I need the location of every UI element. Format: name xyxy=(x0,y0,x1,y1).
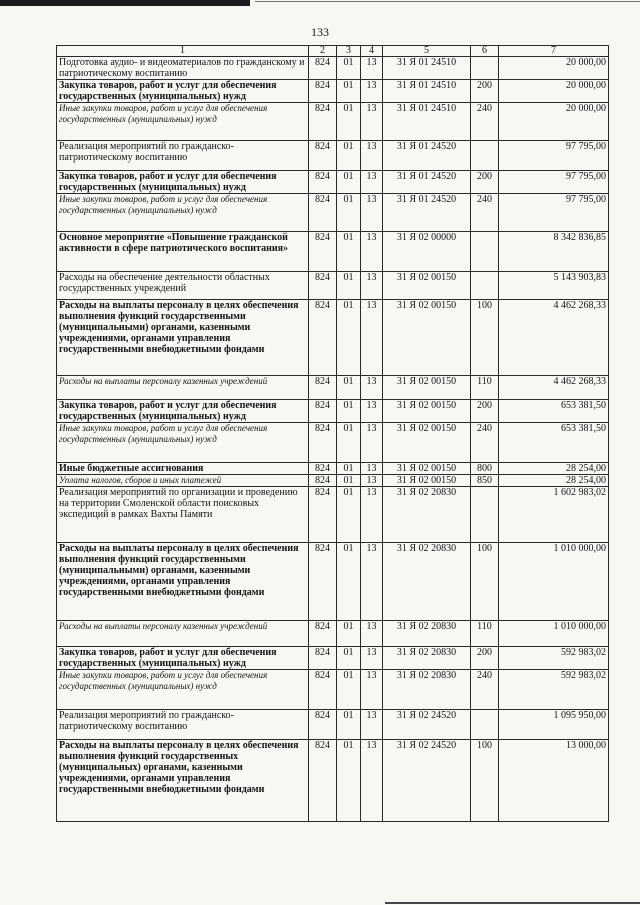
row-expense-type-cell xyxy=(471,141,499,171)
row-target-article-cell: 31 Я 02 24520 xyxy=(383,740,471,822)
row-target-article-cell: 31 Я 01 24510 xyxy=(383,80,471,103)
row-expense-type-cell: 850 xyxy=(471,475,499,487)
table-row xyxy=(57,400,609,423)
row-admin-code-cell: 824 xyxy=(309,670,337,710)
row-amount-cell: 592 983,02 xyxy=(499,647,609,670)
row-target-article-cell: 31 Я 02 00150 xyxy=(383,423,471,463)
row-target-article-cell: 31 Я 01 24520 xyxy=(383,141,471,171)
row-subsection-cell: 13 xyxy=(361,194,383,232)
row-admin-code-cell: 824 xyxy=(309,423,337,463)
row-section-cell: 01 xyxy=(337,740,361,822)
header-col-6: 6 xyxy=(471,46,499,57)
row-target-article-cell: 31 Я 02 24520 xyxy=(383,710,471,740)
row-name-cell: Иные закупки товаров, работ и услуг для обеспечения государственных (муниципальных) нужд xyxy=(57,103,309,141)
row-admin-code-cell: 824 xyxy=(309,740,337,822)
row-target-article-cell: 31 Я 02 00150 xyxy=(383,475,471,487)
table-row xyxy=(57,80,609,103)
row-section-cell: 01 xyxy=(337,272,361,300)
row-target-article-cell: 31 Я 02 20830 xyxy=(383,670,471,710)
row-amount-cell: 28 254,00 xyxy=(499,463,609,475)
row-target-article-cell: 31 Я 02 00150 xyxy=(383,300,471,376)
header-col-1: 1 xyxy=(57,46,309,57)
header-col-7: 7 xyxy=(499,46,609,57)
row-name-cell: Иные закупки товаров, работ и услуг для обеспечения государственных (муниципальных) нужд xyxy=(57,194,309,232)
row-section-cell: 01 xyxy=(337,487,361,543)
row-amount-cell: 1 602 983,02 xyxy=(499,487,609,543)
table-row xyxy=(57,300,609,376)
row-subsection-cell: 13 xyxy=(361,543,383,621)
row-admin-code-cell: 824 xyxy=(309,103,337,141)
row-amount-cell: 13 000,00 xyxy=(499,740,609,822)
row-admin-code-cell: 824 xyxy=(309,543,337,621)
row-admin-code-cell: 824 xyxy=(309,171,337,194)
row-expense-type-cell: 800 xyxy=(471,463,499,475)
row-target-article-cell: 31 Я 01 24520 xyxy=(383,194,471,232)
row-section-cell: 01 xyxy=(337,232,361,272)
row-expense-type-cell: 200 xyxy=(471,400,499,423)
row-amount-cell: 97 795,00 xyxy=(499,194,609,232)
row-expense-type-cell: 110 xyxy=(471,621,499,647)
row-name-cell: Расходы на выплаты персоналу в целях обеспечения выполнения функций государственными (муниципальными) органами, казенными учреждениями, органами управления государственными внебюджетными фондами xyxy=(57,300,309,376)
row-subsection-cell: 13 xyxy=(361,141,383,171)
row-name-cell: Расходы на выплаты персоналу в целях обеспечения выполнения функций государственных (муниципальных) органами, казенными учреждениями, органами управления государственными внебюджетными фондами xyxy=(57,740,309,822)
row-expense-type-cell: 240 xyxy=(471,423,499,463)
row-section-cell: 01 xyxy=(337,710,361,740)
row-target-article-cell: 31 Я 02 00150 xyxy=(383,272,471,300)
row-admin-code-cell: 824 xyxy=(309,194,337,232)
row-amount-cell: 8 342 836,85 xyxy=(499,232,609,272)
table-header-row xyxy=(57,46,609,57)
row-amount-cell: 4 462 268,33 xyxy=(499,376,609,400)
row-admin-code-cell: 824 xyxy=(309,300,337,376)
table-row xyxy=(57,475,609,487)
row-amount-cell: 97 795,00 xyxy=(499,141,609,171)
page-number: 133 xyxy=(311,25,329,39)
row-target-article-cell: 31 Я 01 24510 xyxy=(383,57,471,80)
header-col-4: 4 xyxy=(361,46,383,57)
row-section-cell: 01 xyxy=(337,376,361,400)
row-section-cell: 01 xyxy=(337,423,361,463)
row-section-cell: 01 xyxy=(337,670,361,710)
row-amount-cell: 20 000,00 xyxy=(499,80,609,103)
row-target-article-cell: 31 Я 02 20830 xyxy=(383,487,471,543)
row-target-article-cell: 31 Я 01 24510 xyxy=(383,103,471,141)
row-admin-code-cell: 824 xyxy=(309,475,337,487)
row-subsection-cell: 13 xyxy=(361,423,383,463)
row-admin-code-cell: 824 xyxy=(309,463,337,475)
row-name-cell: Уплата налогов, сборов и иных платежей xyxy=(57,475,309,487)
table-row xyxy=(57,423,609,463)
top-edge-rule xyxy=(0,0,250,6)
row-name-cell: Иные бюджетные ассигнования xyxy=(57,463,309,475)
row-subsection-cell: 13 xyxy=(361,463,383,475)
bottom-edge-rule xyxy=(385,902,640,904)
row-subsection-cell: 13 xyxy=(361,487,383,543)
row-name-cell: Иные закупки товаров, работ и услуг для обеспечения государственных (муниципальных) нужд xyxy=(57,423,309,463)
row-name-cell: Закупка товаров, работ и услуг для обеспечения государственных (муниципальных) нужд xyxy=(57,171,309,194)
row-admin-code-cell: 824 xyxy=(309,487,337,543)
row-admin-code-cell: 824 xyxy=(309,232,337,272)
header-col-5: 5 xyxy=(383,46,471,57)
row-expense-type-cell: 240 xyxy=(471,194,499,232)
row-admin-code-cell: 824 xyxy=(309,57,337,80)
row-expense-type-cell xyxy=(471,232,499,272)
row-subsection-cell: 13 xyxy=(361,300,383,376)
row-expense-type-cell: 100 xyxy=(471,740,499,822)
row-amount-cell: 20 000,00 xyxy=(499,57,609,80)
row-section-cell: 01 xyxy=(337,543,361,621)
row-subsection-cell: 13 xyxy=(361,272,383,300)
table-row xyxy=(57,232,609,272)
row-subsection-cell: 13 xyxy=(361,670,383,710)
row-name-cell: Закупка товаров, работ и услуг для обеспечения государственных (муниципальных) нужд xyxy=(57,400,309,423)
row-amount-cell: 1 010 000,00 xyxy=(499,621,609,647)
row-name-cell: Иные закупки товаров, работ и услуг для обеспечения государственных (муниципальных) нужд xyxy=(57,670,309,710)
row-section-cell: 01 xyxy=(337,194,361,232)
table-row xyxy=(57,647,609,670)
row-expense-type-cell: 240 xyxy=(471,103,499,141)
row-name-cell: Закупка товаров, работ и услуг для обеспечения государственных (муниципальных) нужд xyxy=(57,80,309,103)
row-expense-type-cell: 200 xyxy=(471,171,499,194)
table-body xyxy=(57,57,609,822)
row-subsection-cell: 13 xyxy=(361,171,383,194)
row-subsection-cell: 13 xyxy=(361,376,383,400)
row-amount-cell: 97 795,00 xyxy=(499,171,609,194)
row-section-cell: 01 xyxy=(337,57,361,80)
top-thin-rule xyxy=(255,1,640,2)
row-admin-code-cell: 824 xyxy=(309,141,337,171)
row-admin-code-cell: 824 xyxy=(309,376,337,400)
row-admin-code-cell: 824 xyxy=(309,272,337,300)
row-expense-type-cell xyxy=(471,272,499,300)
table-row xyxy=(57,487,609,543)
row-name-cell: Реализация мероприятий по гражданско-патриотическому воспитанию xyxy=(57,141,309,171)
row-admin-code-cell: 824 xyxy=(309,80,337,103)
table-row xyxy=(57,272,609,300)
table-row xyxy=(57,670,609,710)
row-section-cell: 01 xyxy=(337,141,361,171)
row-amount-cell: 4 462 268,33 xyxy=(499,300,609,376)
row-subsection-cell: 13 xyxy=(361,710,383,740)
row-target-article-cell: 31 Я 02 00000 xyxy=(383,232,471,272)
row-section-cell: 01 xyxy=(337,647,361,670)
row-subsection-cell: 13 xyxy=(361,80,383,103)
row-amount-cell: 653 381,50 xyxy=(499,423,609,463)
table-row xyxy=(57,194,609,232)
budget-table xyxy=(56,45,609,822)
row-admin-code-cell: 824 xyxy=(309,400,337,423)
row-expense-type-cell xyxy=(471,487,499,543)
row-expense-type-cell: 200 xyxy=(471,647,499,670)
row-target-article-cell: 31 Я 01 24520 xyxy=(383,171,471,194)
row-section-cell: 01 xyxy=(337,103,361,141)
row-name-cell: Расходы на обеспечение деятельности областных государственных учреждений xyxy=(57,272,309,300)
header-col-3: 3 xyxy=(337,46,361,57)
row-expense-type-cell: 200 xyxy=(471,80,499,103)
table-row xyxy=(57,740,609,822)
row-amount-cell: 592 983,02 xyxy=(499,670,609,710)
row-subsection-cell: 13 xyxy=(361,232,383,272)
table-row xyxy=(57,621,609,647)
row-subsection-cell: 13 xyxy=(361,103,383,141)
table-row xyxy=(57,171,609,194)
row-target-article-cell: 31 Я 02 20830 xyxy=(383,621,471,647)
row-amount-cell: 1 010 000,00 xyxy=(499,543,609,621)
table-row xyxy=(57,710,609,740)
row-subsection-cell: 13 xyxy=(361,400,383,423)
row-name-cell: Подготовка аудио- и видеоматериалов по гражданскому и патриотическому воспитанию xyxy=(57,57,309,80)
row-section-cell: 01 xyxy=(337,475,361,487)
row-name-cell: Реализация мероприятий по организации и проведению на территории Смоленской области поисковых экспедиций в рамках Вахты Памяти xyxy=(57,487,309,543)
row-amount-cell: 28 254,00 xyxy=(499,475,609,487)
row-admin-code-cell: 824 xyxy=(309,621,337,647)
row-subsection-cell: 13 xyxy=(361,57,383,80)
row-amount-cell: 653 381,50 xyxy=(499,400,609,423)
row-subsection-cell: 13 xyxy=(361,475,383,487)
row-target-article-cell: 31 Я 02 20830 xyxy=(383,543,471,621)
row-expense-type-cell: 110 xyxy=(471,376,499,400)
row-amount-cell: 5 143 903,83 xyxy=(499,272,609,300)
row-name-cell: Расходы на выплаты персоналу казенных учреждений xyxy=(57,621,309,647)
row-admin-code-cell: 824 xyxy=(309,647,337,670)
table-row xyxy=(57,463,609,475)
row-name-cell: Расходы на выплаты персоналу в целях обеспечения выполнения функций государственными (муниципальными) органами, казенными учреждениями, органами управления государственными внебюджетными фондами xyxy=(57,543,309,621)
row-amount-cell: 20 000,00 xyxy=(499,103,609,141)
row-subsection-cell: 13 xyxy=(361,740,383,822)
row-section-cell: 01 xyxy=(337,300,361,376)
row-target-article-cell: 31 Я 02 00150 xyxy=(383,376,471,400)
table-row xyxy=(57,103,609,141)
row-expense-type-cell xyxy=(471,710,499,740)
row-amount-cell: 1 095 950,00 xyxy=(499,710,609,740)
table-row xyxy=(57,376,609,400)
row-name-cell: Закупка товаров, работ и услуг для обеспечения государственных (муниципальных) нужд xyxy=(57,647,309,670)
row-expense-type-cell: 100 xyxy=(471,300,499,376)
row-target-article-cell: 31 Я 02 20830 xyxy=(383,647,471,670)
row-section-cell: 01 xyxy=(337,171,361,194)
row-section-cell: 01 xyxy=(337,463,361,475)
row-section-cell: 01 xyxy=(337,80,361,103)
table-row xyxy=(57,141,609,171)
row-expense-type-cell xyxy=(471,57,499,80)
row-expense-type-cell: 240 xyxy=(471,670,499,710)
row-subsection-cell: 13 xyxy=(361,647,383,670)
row-expense-type-cell: 100 xyxy=(471,543,499,621)
table-row xyxy=(57,57,609,80)
row-name-cell: Реализация мероприятий по гражданско-патриотическому воспитанию xyxy=(57,710,309,740)
row-target-article-cell: 31 Я 02 00150 xyxy=(383,400,471,423)
row-name-cell: Основное мероприятие «Повышение гражданской активности в сфере патриотического воспитания» xyxy=(57,232,309,272)
row-section-cell: 01 xyxy=(337,621,361,647)
header-col-2: 2 xyxy=(309,46,337,57)
row-admin-code-cell: 824 xyxy=(309,710,337,740)
row-name-cell: Расходы на выплаты персоналу казенных учреждений xyxy=(57,376,309,400)
row-subsection-cell: 13 xyxy=(361,621,383,647)
row-target-article-cell: 31 Я 02 00150 xyxy=(383,463,471,475)
table-row xyxy=(57,543,609,621)
row-section-cell: 01 xyxy=(337,400,361,423)
